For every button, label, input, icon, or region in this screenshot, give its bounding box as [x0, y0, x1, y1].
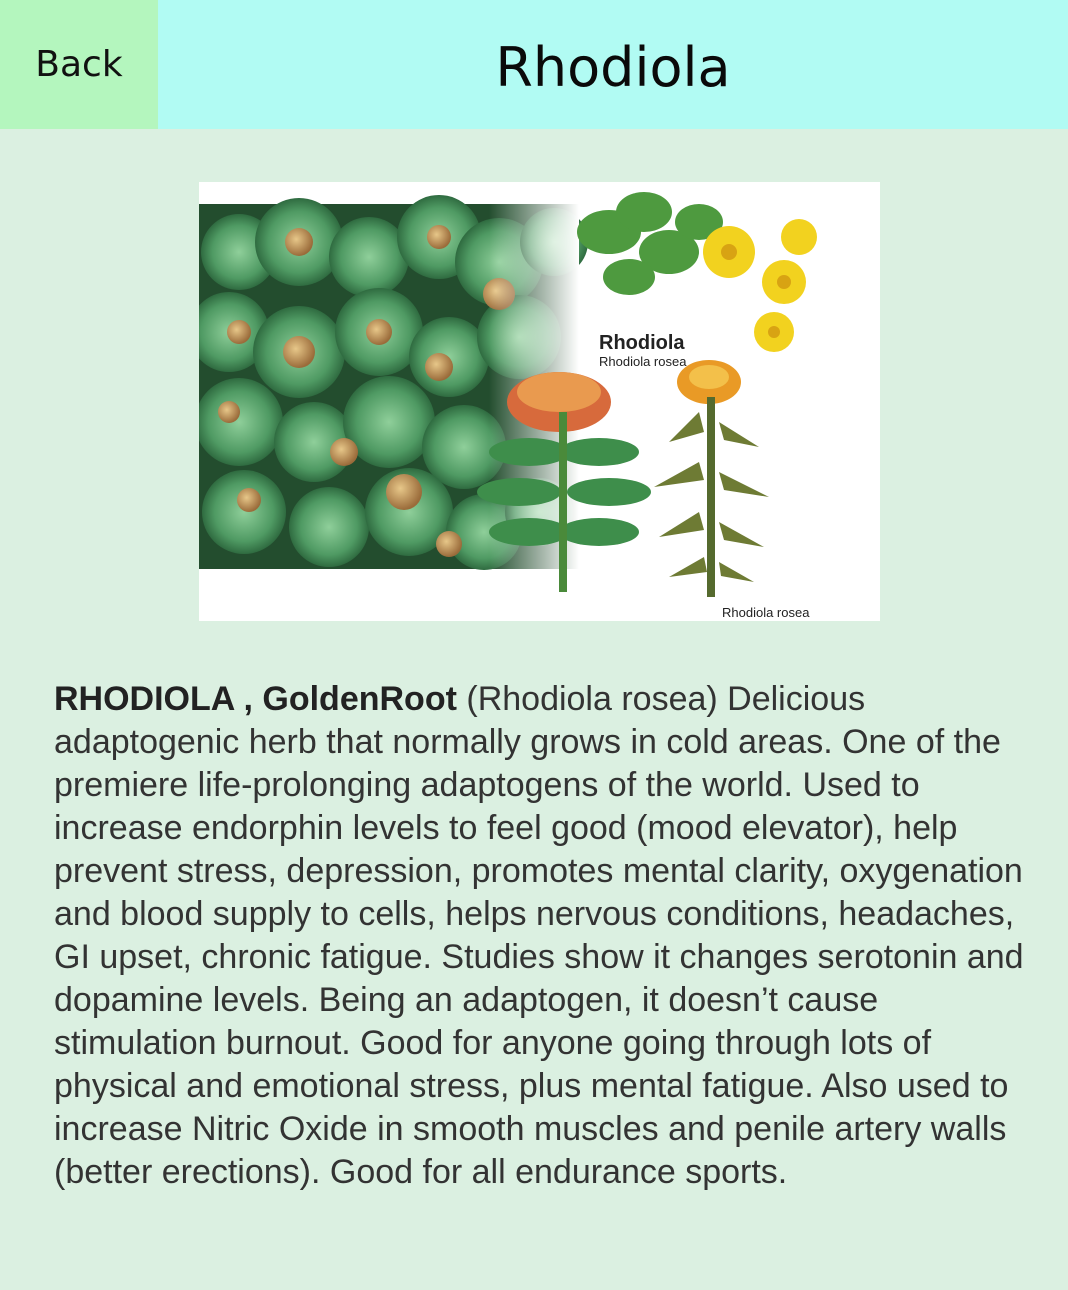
back-button[interactable]: Back — [0, 0, 158, 129]
plant-illustration — [199, 182, 880, 621]
page-title: Rhodiola — [495, 36, 731, 99]
title-bar — [158, 0, 1068, 129]
herb-description — [54, 678, 1039, 1194]
image-label-caption: Rhodiola rosea — [722, 605, 810, 620]
image-label-subtitle: Rhodiola rosea — [599, 354, 687, 369]
rhodiola-image — [199, 182, 880, 621]
app-header — [0, 0, 1068, 129]
image-label-title: Rhodiola — [599, 332, 685, 354]
herb-description-body: (Rhodiola rosea) Delicious adaptogenic herb that normally grows in cold areas. One of the premiere life-prolonging adaptogens of the world. Used to increase endorphin levels to feel good (mood elevator), help prevent stress, depression, promotes mental clarity, oxygenation and blood supply to cells, helps nervous conditions, headaches, GI upset, chronic fatigue. Studies show it changes serotonin and dopamine levels. Being an adaptogen, it doesn’t cause stimulation burnout. Good for anyone going through lots of physical and emotional stress, plus mental fatigue. Also used to increase Nitric Oxide in smooth muscles and penile artery walls (better erections). Good for all endurance sports. — [54, 680, 1024, 1191]
herb-name-heading: RHODIOLA , GoldenRoot — [54, 680, 457, 718]
